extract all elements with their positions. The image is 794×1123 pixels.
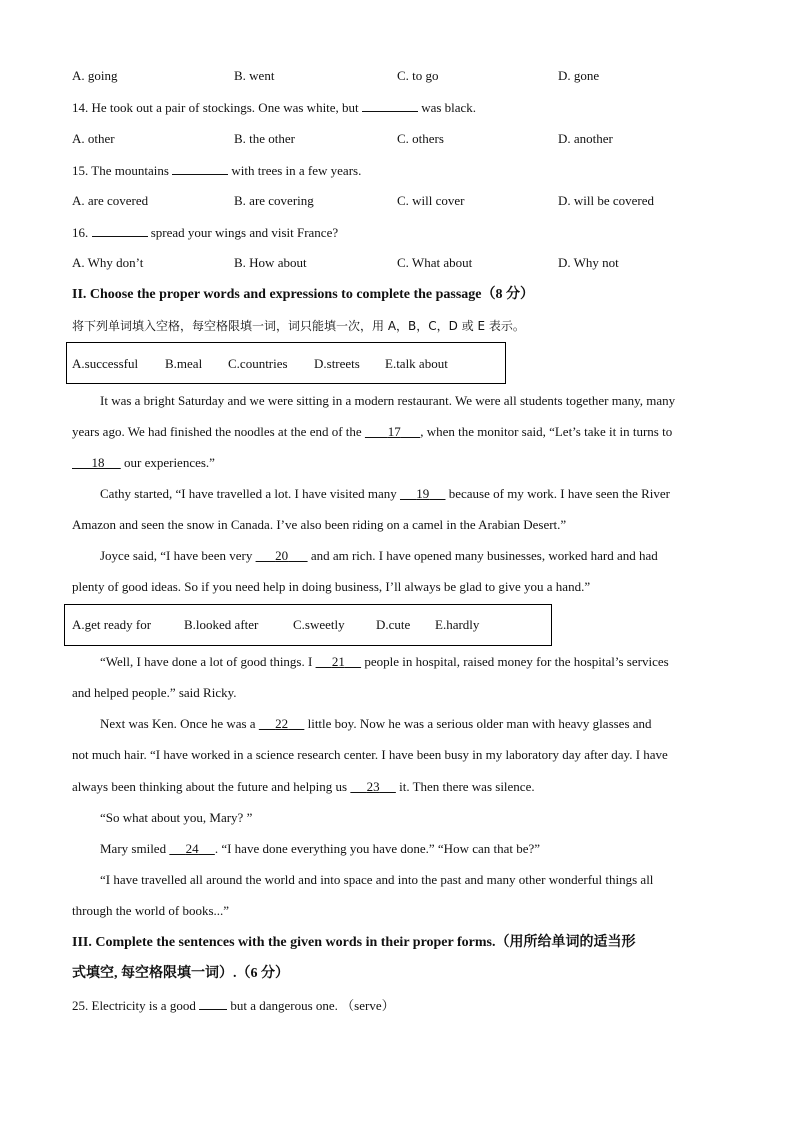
word-box-2-item-e: E.hardly (435, 617, 480, 632)
passage-p5-line1 (100, 716, 652, 732)
q16-option-d: D. Why not (558, 255, 619, 270)
q15-blank (172, 162, 228, 175)
q14-text-post: was black. (421, 100, 477, 115)
passage-text: Next was Ken. Once he was a (100, 716, 256, 731)
passage-text: and am rich. I have opened many businesses, worked hard and had (310, 548, 658, 563)
word-box-1-item-a: A.successful (72, 356, 139, 371)
blank-19-number: 19 (416, 486, 430, 501)
q15-option-d: D. will be covered (558, 193, 655, 208)
q14-option-d: D. another (558, 131, 613, 146)
passage-text: always been thinking about the future and helping us (72, 779, 348, 794)
word-box-1-item-d: D.streets (314, 356, 360, 371)
blank-17-number: 17 (387, 424, 401, 439)
blank-19 (400, 486, 446, 501)
blank-22-number: 22 (275, 716, 289, 731)
blank-18 (72, 455, 121, 470)
q15-option-c: C. will cover (397, 193, 465, 208)
q14-blank (362, 99, 418, 112)
blank-23 (350, 779, 396, 794)
q16-text-pre: 16. (72, 225, 89, 240)
q15-stem (72, 162, 361, 179)
q16-stem (72, 224, 338, 241)
q13-option-d: D. gone (558, 68, 600, 83)
q16-option-a: A. Why don’t (72, 255, 144, 270)
q13-option-c: C. to go (397, 68, 439, 83)
passage-p4-line2: and helped people.” said Ricky. (72, 685, 237, 700)
q14-text-pre: 14. He took out a pair of stockings. One was white, but (72, 100, 359, 115)
blank-22 (259, 716, 305, 731)
q14-option-c: C. others (397, 131, 444, 146)
q14-option-a: A. other (72, 131, 115, 146)
blank-21-number: 21 (331, 654, 345, 669)
section-2-title: II. Choose the proper words and expressions to complete the passage（8 分） (72, 287, 535, 302)
passage-p5-line3 (72, 779, 535, 795)
passage-text: Cathy started, “I have travelled a lot. I have visited many (100, 486, 397, 501)
blank-21 (316, 654, 362, 669)
passage-text: Mary smiled (100, 841, 167, 856)
q16-blank (92, 224, 148, 237)
passage-text: because of my work. I have seen the River (448, 486, 671, 501)
q16-option-b: B. How about (234, 255, 307, 270)
q15-option-b: B. are covering (234, 193, 314, 208)
q25-blank (199, 997, 227, 1010)
q25-stem (72, 997, 395, 1014)
word-box-1-item-b: B.meal (165, 356, 203, 371)
blank-24 (169, 841, 215, 856)
passage-text: . “I have done everything you have done.” “How can that be?” (214, 841, 541, 856)
passage-p4-line1 (100, 654, 669, 670)
blank-17 (365, 424, 420, 439)
passage-p2-line2: Amazon and seen the snow in Canada. I’ve also been riding on a camel in the Arabian Desert.” (72, 517, 567, 532)
passage-p8-line2: through the world of books...” (72, 903, 230, 918)
word-box-1-item-c: C.countries (228, 356, 288, 371)
q13-option-a: A. going (72, 68, 118, 83)
word-box-2-item-d: D.cute (376, 617, 411, 632)
section-2-instruction: 将下列单词填入空格，每空格限填一词，词只能填一次，用 A，B，C，D 或 E 表示。 (72, 319, 525, 333)
passage-p8-line1: “I have travelled all around the world and into space and into the past and many other wonderful things all (100, 872, 654, 887)
q15-text-pre: 15. The mountains (72, 163, 169, 178)
passage-text: Joyce said, “I have been very (100, 548, 253, 563)
q16-option-c: C. What about (397, 255, 473, 270)
q14-option-b: B. the other (234, 131, 296, 146)
q25-text-post: but a dangerous one. （serve） (230, 998, 395, 1013)
blank-18-number: 18 (91, 455, 105, 470)
passage-text: people in hospital, raised money for the hospital’s services (364, 654, 669, 669)
passage-p3-line1 (100, 548, 658, 564)
blank-23-number: 23 (366, 779, 380, 794)
passage-text: , when the monitor said, “Let’s take it in turns to (420, 424, 673, 439)
passage-p1-line1: It was a bright Saturday and we were sitting in a modern restaurant. We were all students together many, many (100, 393, 676, 408)
q16-text-post: spread your wings and visit France? (150, 225, 339, 240)
passage-p2-line1 (100, 486, 670, 502)
word-box-1-item-e: E.talk about (385, 356, 448, 371)
q14-stem (72, 99, 476, 116)
section-3-title-line2: 式填空, 每空格限填一词）.（6 分） (72, 966, 289, 981)
passage-p7 (100, 841, 540, 857)
passage-p3-line2: plenty of good ideas. So if you need help in doing business, I’ll always be glad to give you a hand.” (72, 579, 591, 594)
passage-p1-line3 (72, 455, 215, 471)
passage-p1-line2 (72, 424, 672, 440)
word-box-2-item-a: A.get ready for (72, 617, 152, 632)
passage-p5-line2: not much hair. “I have worked in a science research center. I have been busy in my laboratory day after day. I have (72, 747, 668, 762)
blank-20 (256, 548, 308, 563)
word-box-2-item-c: C.sweetly (293, 617, 345, 632)
blank-24-number: 24 (185, 841, 199, 856)
section-3-title-line1: III. Complete the sentences with the given words in their proper forms.（用所给单词的适当形 (72, 935, 636, 950)
passage-text: little boy. Now he was a serious older man with heavy glasses and (307, 716, 652, 731)
blank-20-number: 20 (275, 548, 289, 563)
passage-text: years ago. We had finished the noodles at the end of the (72, 424, 362, 439)
q15-text-post: with trees in a few years. (231, 163, 362, 178)
q25-text-pre: 25. Electricity is a good (72, 998, 196, 1013)
word-box-2-item-b: B.looked after (184, 617, 259, 632)
q15-option-a: A. are covered (72, 193, 149, 208)
q13-option-b: B. went (234, 68, 275, 83)
passage-text: it. Then there was silence. (399, 779, 535, 794)
passage-p6: “So what about you, Mary? ” (100, 810, 253, 825)
passage-text: our experiences.” (124, 455, 215, 470)
passage-text: “Well, I have done a lot of good things. I (100, 654, 313, 669)
